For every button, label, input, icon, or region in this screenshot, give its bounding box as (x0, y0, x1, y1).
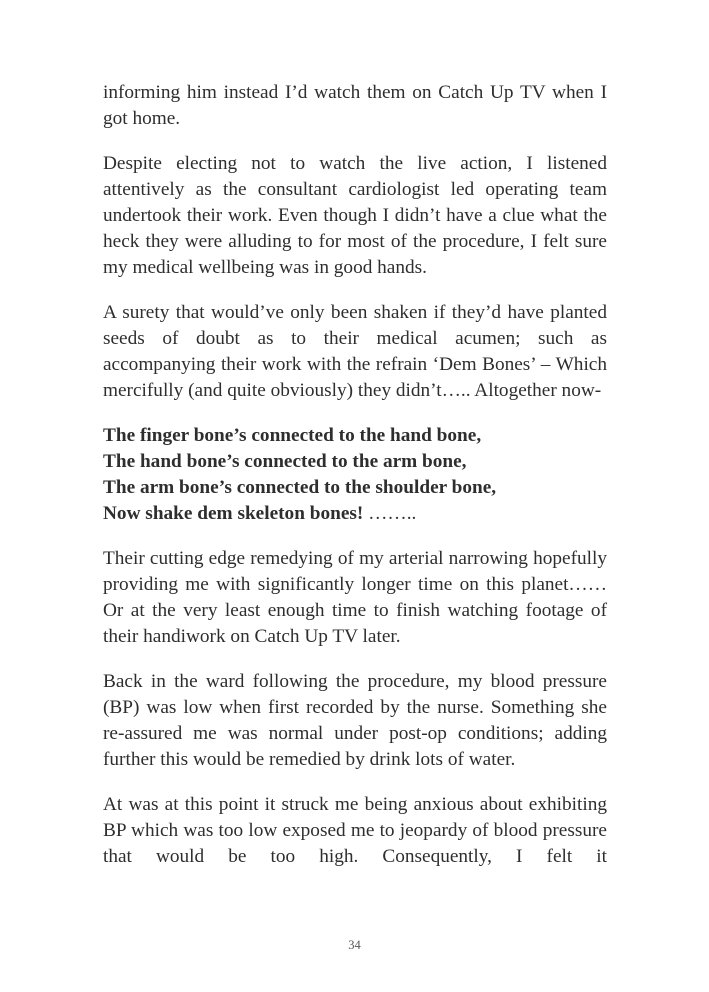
verse-line: The arm bone’s connected to the shoulder bone, (103, 477, 497, 498)
paragraph-cutting-edge: Their cutting edge remedying of my arterial narrowing hopefully providing me with significantly longer time on this planet…… Or at the very least enough time to finish watching footage of their handiwork on Catch Up TV later. (103, 548, 607, 647)
verse-line: The hand bone’s connected to the arm bone, (103, 451, 467, 472)
verse-line-bold-text: Now shake dem skeleton bones! (103, 503, 364, 524)
verse-line-last (103, 501, 607, 527)
paragraph-back-in-ward: Back in the ward following the procedure, my blood pressure (BP) was low when first recorded by the nurse. Something she re-assured me was normal under post-op conditions; adding further this would be remedied by drink lots of water. (103, 671, 607, 770)
paragraph-continuation: informing him instead I’d watch them on Catch Up TV when I got home. (103, 82, 607, 129)
paragraph-live-action: Despite electing not to watch the live action, I listened attentively as the consultant cardiologist led operating team undertook their work. Even though I didn’t have a clue what the heck they were alluding to for most of the procedure, I felt sure my medical wellbeing was in good hands. (103, 153, 607, 278)
paragraph-anxious: At was at this point it struck me being anxious about exhibiting BP which was too low exposed me to jeopardy of blood pressure that would be too high. Consequently, I felt it (103, 794, 607, 867)
paragraph-surety: A surety that would’ve only been shaken if they’d have planted seeds of doubt as to their medical acumen; such as accompanying their work with the refrain ‘Dem Bones’ – Which mercifully (and quite obviously) they didn’t….. Altogether now- (103, 302, 607, 401)
verse-line: The finger bone’s connected to the hand bone, (103, 425, 482, 446)
page-number: 34 (348, 938, 361, 952)
page-content (103, 80, 607, 889)
verse-ellipsis: …….. (363, 503, 417, 524)
verse-dem-bones (103, 423, 607, 527)
